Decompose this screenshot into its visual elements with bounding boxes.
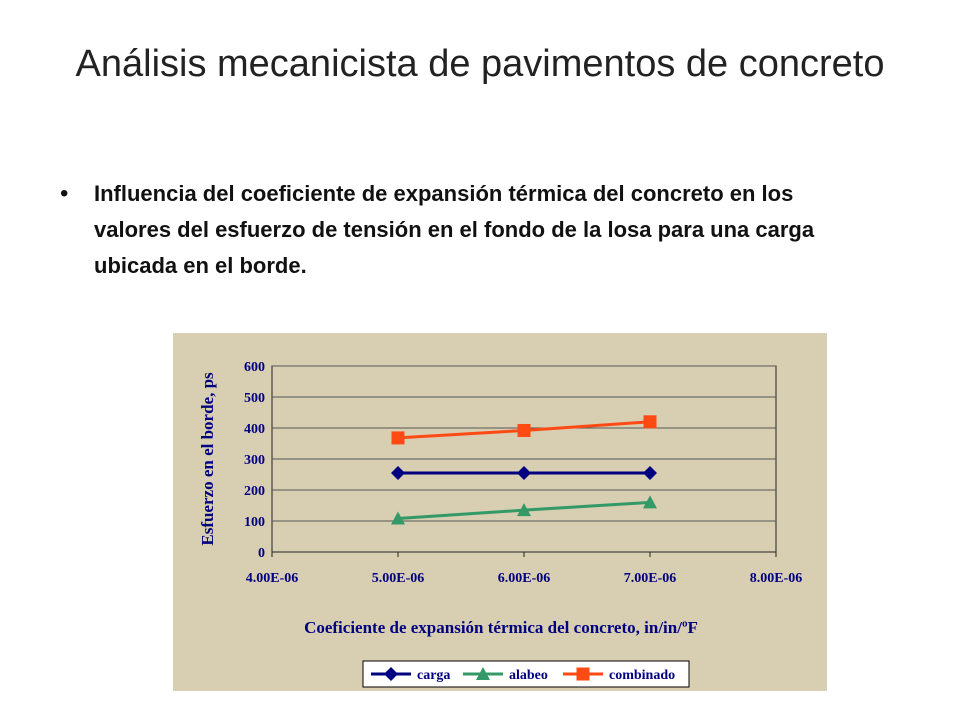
chart-container: [173, 333, 827, 691]
legend-label: carga: [417, 668, 451, 683]
square-marker: [518, 424, 531, 437]
y-axis-label: Esfuerzo en el borde, ps: [198, 372, 217, 546]
square-marker: [577, 668, 590, 681]
bullet-item: [60, 176, 860, 284]
bullet-dot-icon: •: [60, 180, 69, 207]
y-tick-label: 500: [244, 391, 265, 406]
x-tick-label: 6.00E-06: [497, 571, 551, 586]
chart-legend: [363, 661, 689, 687]
line-chart: [173, 333, 827, 691]
y-tick-label: 0: [258, 546, 265, 561]
slide-title: Análisis mecanicista de pavimentos de concreto: [75, 43, 885, 85]
square-marker: [644, 415, 657, 428]
x-tick-label: 4.00E-06: [245, 571, 299, 586]
legend-label: combinado: [609, 668, 676, 683]
y-tick-label: 100: [244, 515, 265, 530]
y-tick-label: 600: [244, 360, 265, 375]
x-tick-label: 8.00E-06: [749, 571, 803, 586]
x-axis-label: Coeficiente de expansión térmica del concreto, in/in/ºF: [304, 618, 698, 637]
x-tick-label: 5.00E-06: [371, 571, 425, 586]
y-tick-label: 400: [244, 422, 265, 437]
y-tick-label: 300: [244, 453, 265, 468]
y-tick-label: 200: [244, 484, 265, 499]
bullet-text: Influencia del coeficiente de expansión térmica del concreto en los valores del esfuerzo de tensión en el fondo de la losa para una carga ubicada en el borde.: [94, 181, 815, 278]
square-marker: [392, 431, 405, 444]
legend-label: alabeo: [509, 668, 548, 683]
x-tick-label: 7.00E-06: [623, 571, 677, 586]
